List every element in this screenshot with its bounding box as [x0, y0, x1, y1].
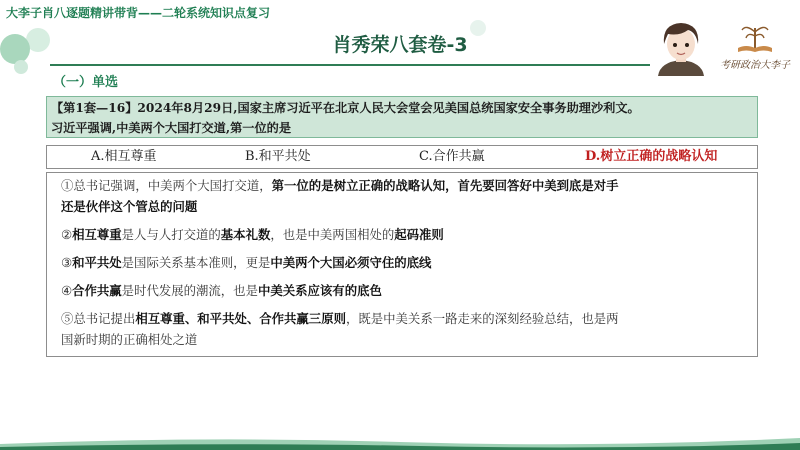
exp-text: 是人与人打交道的: [121, 227, 221, 242]
option-b[interactable]: B.和平共处: [245, 149, 311, 164]
exp-emphasis: 中美关系应该有的底色: [257, 283, 382, 298]
logo-text: 考研政治大李子: [720, 60, 790, 71]
question-line: 习近平强调,中美两个大国打交道,第一位的是: [51, 121, 292, 135]
exp-text: ⑤总书记提出: [61, 311, 136, 326]
exp-emphasis: 还是伙伴这个管总的问题: [61, 199, 198, 214]
exp-text: 是国际关系基本准则，更是: [121, 255, 271, 270]
explanation-item: [61, 224, 743, 245]
question-box: [46, 96, 758, 138]
explanation-item: [61, 280, 743, 301]
question-line: 【第1套—16】2024年8月29日,国家主席习近平在北京人民大会堂会见美国总统国家安全事务助理沙利文。: [51, 101, 640, 115]
exp-emphasis: 第一位的是树立正确的战略认知，首先要回答好中美到底是对手: [271, 178, 619, 193]
exp-emphasis: 和平共处: [72, 255, 122, 270]
brand-logo: [716, 22, 794, 72]
exp-emphasis: 中美两个大国必须守住的底线: [270, 255, 432, 270]
exp-text: 国新时期的正确相处之道: [61, 332, 198, 347]
exp-emphasis: 合作共赢: [72, 283, 122, 298]
explanation-item: [61, 308, 743, 350]
option-a[interactable]: A.相互尊重: [91, 149, 157, 164]
avatar: [650, 18, 712, 76]
exp-text: ，既是中美关系一路走来的深刻经验总结，也是两: [345, 311, 619, 326]
exp-text: ②: [61, 227, 73, 242]
exp-emphasis: 相互尊重: [72, 227, 122, 242]
series-title: 大李子肖八逐题精讲带背——二轮系统知识点复习: [6, 6, 271, 20]
exp-emphasis: 相互尊重、和平共处、合作共赢三原则: [135, 311, 346, 326]
exp-text: ③: [61, 255, 73, 270]
option-c[interactable]: C.合作共赢: [419, 149, 485, 164]
avatar-illustration: [650, 18, 712, 76]
explanation-item: [61, 252, 743, 273]
options-row: [46, 145, 758, 169]
exp-emphasis: 起码准则: [394, 227, 444, 242]
section-label: （一）单选: [53, 75, 119, 90]
explanation-item: [61, 175, 743, 217]
exp-text: ④: [61, 283, 73, 298]
page-title: 肖秀荣八套卷-3: [332, 34, 468, 56]
book-tree-icon: [716, 22, 794, 56]
option-d-correct-answer[interactable]: D.树立正确的战略认知: [585, 149, 718, 164]
explanation-box: [46, 172, 758, 357]
title-divider: [50, 64, 650, 66]
decor-circle: [14, 60, 28, 74]
exp-text: 是时代发展的潮流，也是: [121, 283, 258, 298]
exp-emphasis: 基本礼数: [220, 227, 271, 242]
exp-text: ①总书记强调，中美两个大国打交道，: [61, 178, 272, 193]
bottom-wave-decoration: [0, 434, 800, 450]
exp-text: ，也是中美两国相处的: [270, 227, 395, 242]
